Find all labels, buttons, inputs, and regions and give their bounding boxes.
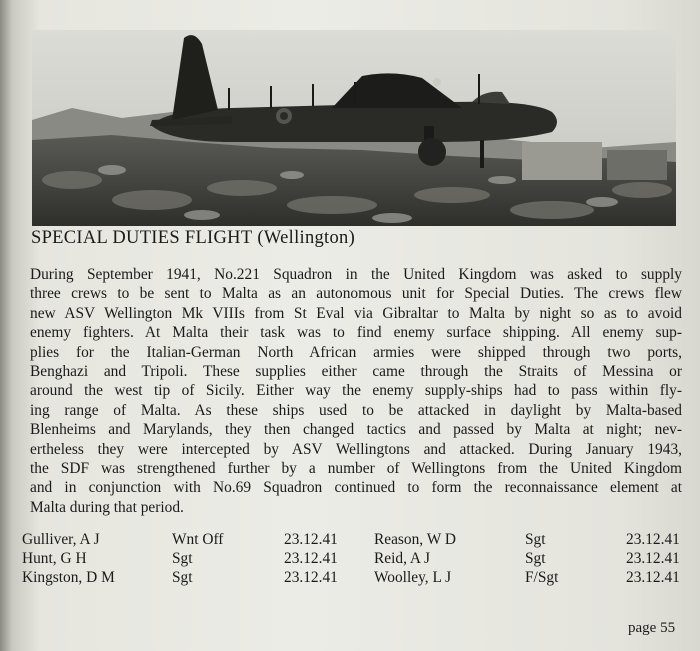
crew-rank: Sgt xyxy=(172,550,193,567)
body-line: around the west tip of Sicily. Either way the enemy supply-ships had to pass within fly- xyxy=(30,382,682,400)
crew-name: Hunt, G H xyxy=(22,550,87,567)
crew-date: 23.12.41 xyxy=(284,531,338,548)
section-title-caps: SPECIAL DUTIES FLIGHT xyxy=(31,228,253,248)
crew-date: 23.12.41 xyxy=(284,569,338,586)
crew-rank: F/Sgt xyxy=(525,569,559,586)
roster-row xyxy=(22,530,692,549)
crew-name: Reason, W D xyxy=(374,531,456,548)
crew-date: 23.12.41 xyxy=(626,531,680,548)
crew-name: Woolley, L J xyxy=(374,569,452,586)
crew-name: Reid, A J xyxy=(374,550,431,567)
crew-rank: Wnt Off xyxy=(172,531,224,548)
body-line: enemy fighters. At Malta their task was to find enemy surface shipping. All enemy sup- xyxy=(30,324,682,342)
body-line: new ASV Wellington Mk VIIIs from St Eval via Gibraltar to Malta by night so as to avoid xyxy=(30,304,682,322)
crew-date: 23.12.41 xyxy=(284,550,338,567)
body-line: and in conjunction with No.69 Squadron continued to form the reconnaissance element at xyxy=(30,479,682,497)
body-line: plies for the Italian-German North African armies were shipped through two ports, xyxy=(30,343,682,361)
section-title-suffix: (Wellington) xyxy=(252,228,356,248)
body-line: Benghazi and Tripoli. These supplies either came through the Straits of Messina or xyxy=(30,362,682,380)
crew-roster xyxy=(22,530,692,587)
body-line: Malta during that period. xyxy=(30,498,184,516)
crew-name: Gulliver, A J xyxy=(22,531,100,548)
body-line: ing range of Malta. As these ships used to be attacked in daylight by Malta-based xyxy=(30,401,682,419)
body-line: three crews to be sent to Malta as an autonomous unit for Special Duties. The crews flew xyxy=(30,285,682,303)
body-line: Blenheims and Marylands, they then changed tactics and passed by Malta at night; nev- xyxy=(30,421,682,439)
crew-rank: Sgt xyxy=(525,550,546,567)
crew-rank: Sgt xyxy=(525,531,546,548)
body-line: the SDF was strengthened further by a number of Wellingtons from the United Kingdom xyxy=(30,459,682,477)
crew-date: 23.12.41 xyxy=(626,569,680,586)
aircraft-photo xyxy=(32,30,676,226)
crew-name: Kingston, D M xyxy=(22,569,115,586)
page-number: page 55 xyxy=(628,620,676,636)
roster-row xyxy=(22,549,692,568)
body-line: During September 1941, No.221 Squadron in the United Kingdom was asked to supply xyxy=(30,266,682,283)
body-paragraph xyxy=(30,265,682,517)
body-line: ertheless they were intercepted by ASV Wellingtons and attacked. During January 1943, xyxy=(30,440,682,458)
wellington-bomber-photo-icon xyxy=(32,30,676,226)
roster-row xyxy=(22,568,692,587)
section-title xyxy=(31,228,355,249)
crew-date: 23.12.41 xyxy=(626,550,680,567)
crew-rank: Sgt xyxy=(172,569,193,586)
